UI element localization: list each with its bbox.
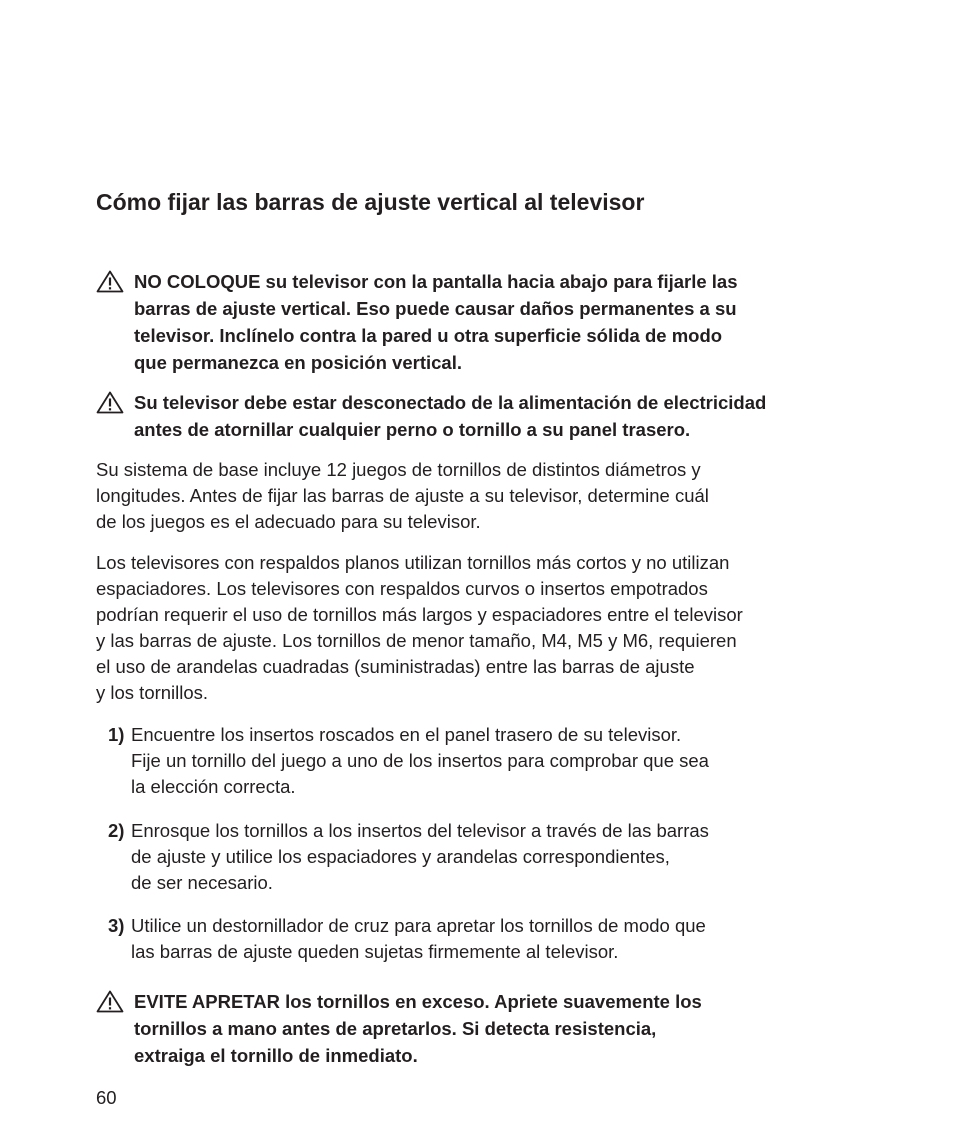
step-number: 1) <box>108 724 125 745</box>
warning-block <box>96 389 876 443</box>
step-item <box>108 722 868 800</box>
body-paragraph: Los televisores con respaldos planos utilizan tornillos más cortos y no utilizan espaciadores. Los televisores con respaldos curvos o insertos empotrados podrían requerir el uso de tornillos más largos y espaciadores entre el televisor y las barras de ajuste. Los tornillos de menor tamaño, M4, M5 y M6, requieren el uso de arandelas cuadradas (suministradas) entre las barras de ajuste y los tornillos. <box>96 552 743 703</box>
step-text: Utilice un destornillador de cruz para apretar los tornillos de modo que las barras de ajuste queden sujetas firmemente al televisor. <box>131 915 706 962</box>
step-number: 2) <box>108 820 125 841</box>
step-item <box>108 818 868 896</box>
warning-triangle-icon <box>96 270 124 293</box>
warning-text: Su televisor debe estar desconectado de la alimentación de electricidad antes de atornillar cualquier perno o tornillo a su panel trasero. <box>134 392 767 440</box>
body-paragraph: Su sistema de base incluye 12 juegos de tornillos de distintos diámetros y longitudes. Antes de fijar las barras de ajuste a su televisor, determine cuál de los juegos es el adecuado para su televisor. <box>96 459 709 532</box>
warning-block <box>96 988 876 1069</box>
warning-text: EVITE APRETAR los tornillos en exceso. Apriete suavemente los tornillos a mano antes de apretarlos. Si detecta resistencia, extraiga el tornillo de inmediato. <box>134 991 702 1066</box>
page-number: 60 <box>96 1087 117 1108</box>
step-text: Enrosque los tornillos a los insertos del televisor a través de las barras de ajuste y utilice los espaciadores y arandelas correspondientes, de ser necesario. <box>131 820 709 893</box>
warning-block <box>96 268 876 376</box>
step-text: Encuentre los insertos roscados en el panel trasero de su televisor. Fije un tornillo del juego a uno de los insertos para comprobar que sea la elección correcta. <box>131 724 709 797</box>
step-number: 3) <box>108 915 125 936</box>
warning-triangle-icon <box>96 391 124 414</box>
step-item <box>108 913 868 965</box>
page-title: Cómo fijar las barras de ajuste vertical al televisor <box>96 189 645 215</box>
warning-text: NO COLOQUE su televisor con la pantalla hacia abajo para fijarle las barras de ajuste vertical. Eso puede causar daños permanentes a su televisor. Inclínelo contra la pared u otra superficie sólida de modo que permanezca en posición vertical. <box>134 271 738 373</box>
warning-triangle-icon <box>96 990 124 1013</box>
